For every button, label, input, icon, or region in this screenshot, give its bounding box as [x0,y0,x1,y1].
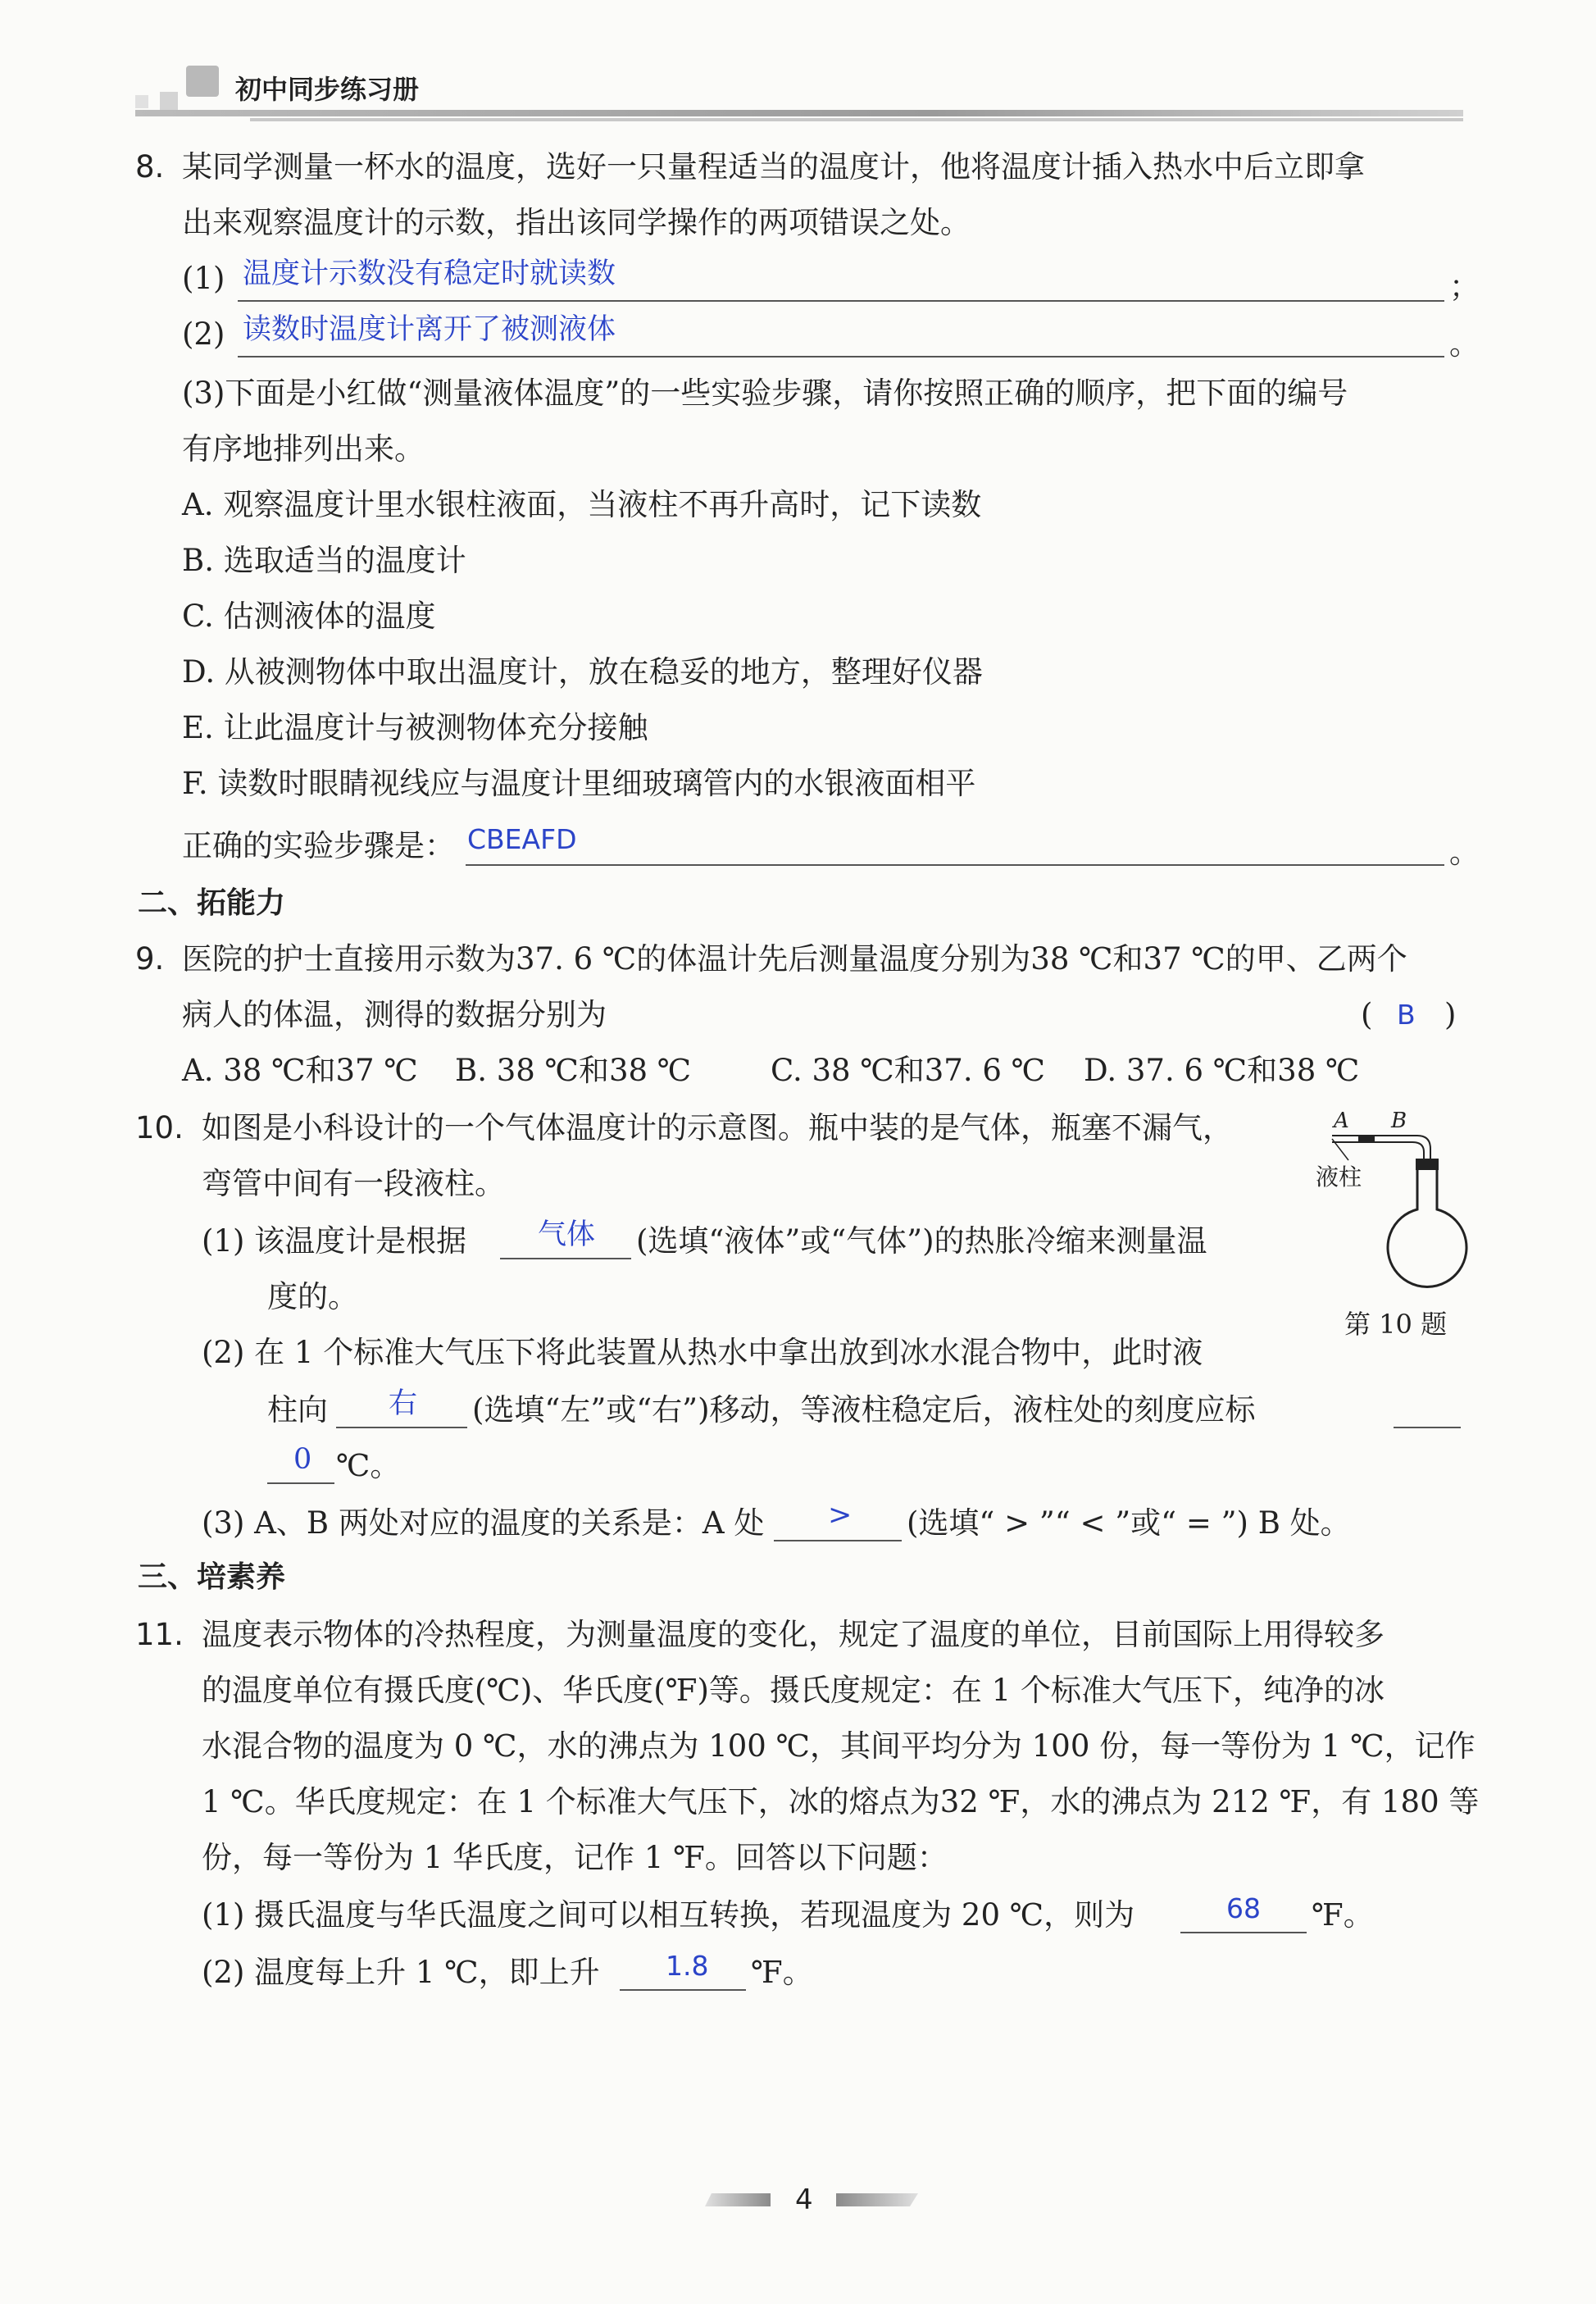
stopper [1416,1159,1439,1170]
part-text: ℉。 [751,1955,813,1990]
header-rule [135,110,1463,116]
question-text: 温度表示物体的冷热程度，为测量温度的变化，规定了温度的单位，目前国际上用得较多 [202,1617,1385,1652]
handwritten-answer: 68 [1226,1892,1261,1924]
question-text: 弯管中间有一段液柱。 [202,1166,505,1201]
label-a: A [1334,1109,1349,1133]
question-text: 的温度单位有摄氏度(℃)、华氏度(℉)等。摄氏度规定：在 1 个标准大气压下，纯净的冰 [202,1673,1385,1708]
punctuation: 。 [1449,326,1480,362]
order-label: 正确的实验步骤是： [182,828,455,863]
question-text: 如图是小科设计的一个气体温度计的示意图。瓶中装的是气体，瓶塞不漏气， [202,1110,1233,1145]
answer-line [466,863,1444,866]
answer-line [267,1481,334,1484]
question-text: 某同学测量一杯水的温度，选好一只量程适当的温度计，他将温度计插入热水中后立即拿 [182,149,1365,184]
step-item: F. 读数时眼睛视线应与温度计里细玻璃管内的水银液面相平 [182,766,976,801]
section-heading: 三、培素养 [138,1560,286,1594]
question-text: 病人的体温，测得的数据分别为 [182,997,607,1032]
option-a: A. 38 ℃和37 ℃ [182,1053,418,1088]
label-b: B [1391,1109,1407,1133]
part-text: ℉。 [1312,1897,1374,1933]
liquid-column [1358,1136,1375,1142]
handwritten-answer: B [1397,999,1416,1031]
paren-close: ) [1444,997,1457,1032]
answer-line [774,1538,902,1541]
section-heading: 二、拓能力 [138,886,286,920]
book-title: 初中同步练习册 [235,74,420,105]
page-number: 4 [795,2183,813,2216]
question-number: 8. [135,149,165,184]
figure-caption: 第 10 题 [1344,1309,1448,1340]
question-text: 医院的护士直接用示数为37. 6 ℃的体温计先后测量温度分别为38 ℃和37 ℃的甲、乙两个 [182,941,1407,977]
part-text: (选填“ > ”“ < ”或“ = ”) B 处。 [907,1505,1351,1541]
header-decor-square-large [186,66,219,97]
answer-line [238,354,1444,357]
answer-line [500,1256,631,1259]
question-number: 10. [135,1110,184,1145]
answer-line [1394,1425,1461,1428]
punctuation: ； [1449,269,1480,304]
question-text: 水混合物的温度为 0 ℃，水的沸点为 100 ℃，其间平均分为 100 份，每一等份为 1 ℃，记作 [202,1728,1476,1764]
page-header [135,66,1463,131]
handwritten-answer: 气体 [538,1218,596,1251]
answer-line [336,1425,467,1428]
part-label: (1) [182,261,225,296]
option-b: B. 38 ℃和38 ℃ [455,1053,692,1088]
part-text: (1) 该温度计是根据 [202,1223,467,1259]
handwritten-answer: > [828,1499,853,1532]
part-text: 度的。 [267,1279,358,1314]
question-text: 1 ℃。华氏度规定：在 1 个标准大气压下，冰的熔点为32 ℉，水的沸点为 212 ℉，有 180 等 [202,1784,1480,1819]
part-text: (1) 摄氏温度与华氏温度之间可以相互转换，若现温度为 20 ℃，则为 [202,1897,1135,1933]
step-item: A. 观察温度计里水银柱液面，当液柱不再升高时，记下读数 [182,487,982,522]
question-number: 9. [135,941,165,977]
part-text: (选填“液体”或“气体”)的热胀冷缩来测量温 [636,1223,1207,1259]
header-rule-thin [250,118,1463,121]
handwritten-answer: 1.8 [666,1950,709,1982]
paren-open: ( [1361,997,1373,1032]
part-text: (2) 温度每上升 1 ℃，即上升 [202,1955,600,1990]
step-item: C. 估测液体的温度 [182,599,436,634]
part-text: (3) A、B 两处对应的温度的关系是：A 处 [202,1505,765,1541]
question-text: (3)下面是小红做“测量液体温度”的一些实验步骤，请你按照正确的顺序，把下面的编号 [182,376,1348,411]
flask [1388,1170,1466,1286]
step-item: D. 从被测物体中取出温度计，放在稳妥的地方，整理好仪器 [182,654,983,690]
label-liquid: 液柱 [1316,1163,1362,1191]
handwritten-answer: 右 [389,1387,418,1420]
handwritten-answer: 读数时温度计离开了被测液体 [243,313,616,346]
part-label: (2) [182,316,225,352]
handwritten-answer: 温度计示数没有稳定时就读数 [243,257,616,290]
header-decor-square-medium [160,92,178,110]
footer-decor-right [836,2193,918,2206]
question-text: 有序地排列出来。 [182,431,425,467]
punctuation: 。 [1449,835,1480,870]
part-text: (选填“左”或“右”)移动，等液柱稳定后，液柱处的刻度应标 [472,1392,1256,1427]
answer-line [238,298,1444,302]
question-number: 11. [135,1617,184,1652]
option-c: C. 38 ℃和37. 6 ℃ [771,1053,1046,1088]
handwritten-answer: 0 [293,1443,312,1476]
step-item: E. 让此温度计与被测物体充分接触 [182,710,648,745]
question-text: 份，每一等份为 1 华氏度，记作 1 ℉。回答以下问题： [202,1840,948,1875]
question-text: 出来观察温度计的示数，指出该同学操作的两项错误之处。 [182,205,971,240]
part-text: (2) 在 1 个标准大气压下将此装置从热水中拿出放到冰水混合物中，此时液 [202,1335,1203,1370]
page-footer [0,2177,1596,2226]
part-text: ℃。 [336,1448,401,1483]
option-d: D. 37. 6 ℃和38 ℃ [1084,1053,1360,1088]
answer-line [1180,1930,1307,1933]
step-item: B. 选取适当的温度计 [182,543,466,578]
answer-line [620,1988,746,1991]
footer-decor-left [705,2193,771,2206]
part-text: 柱向 [267,1392,328,1427]
handwritten-answer: CBEAFD [467,823,577,855]
header-decor-square-small [135,95,148,108]
